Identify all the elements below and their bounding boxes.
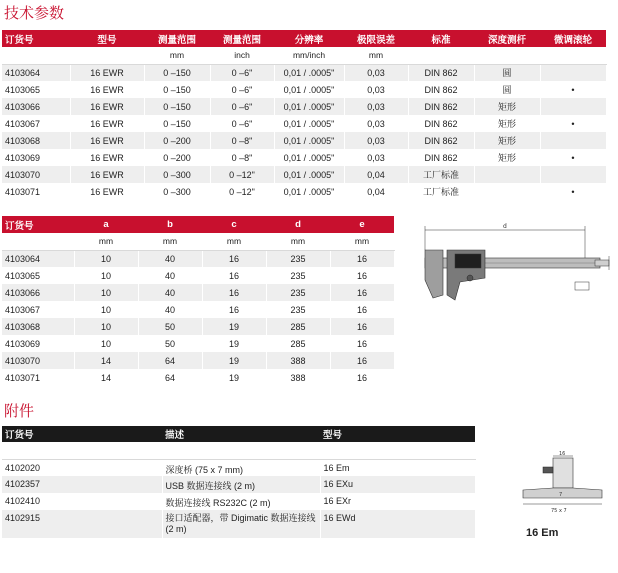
table-cell: 4103069 — [2, 335, 74, 352]
table-cell: 0,01 / .0005" — [274, 149, 344, 166]
table-cell: 285 — [266, 318, 330, 335]
fine-wheel — [467, 275, 473, 281]
table-cell: DIN 862 — [408, 132, 474, 149]
table-cell: 0 –6" — [210, 98, 274, 115]
table-cell: 64 — [138, 369, 202, 386]
table-row — [2, 132, 606, 149]
table-cell: 16 — [330, 369, 394, 386]
table-row — [2, 352, 394, 369]
table-cell — [540, 64, 606, 81]
table-cell: 4103070 — [2, 166, 70, 183]
table-cell: 16 EWR — [70, 132, 144, 149]
table-cell: 16 — [330, 267, 394, 284]
table-cell: 0,01 / .0005" — [274, 98, 344, 115]
table-cell: 0,03 — [344, 115, 408, 132]
unit-cell: mm — [138, 233, 202, 250]
unit-cell — [474, 47, 540, 64]
table-cell: • — [540, 149, 606, 166]
table-cell: 4103064 — [2, 250, 74, 267]
table-cell: 4103066 — [2, 98, 70, 115]
table-cell: 0,01 / .0005" — [274, 132, 344, 149]
table-cell: 4103064 — [2, 64, 70, 81]
spec-table — [2, 30, 607, 200]
table-cell: 矩形 — [474, 132, 540, 149]
table-cell: 50 — [138, 335, 202, 352]
bridge-base — [523, 488, 602, 498]
unit-cell: mm — [74, 233, 138, 250]
bridge-caption: 16 Em — [526, 527, 559, 539]
table-cell: 16 — [330, 352, 394, 369]
table-cell: 16 EXu — [320, 476, 475, 493]
table-cell: 接口适配器，带 Digimatic 数据连接线 (2 m) — [162, 510, 320, 538]
table-row — [2, 98, 606, 115]
table-cell — [540, 98, 606, 115]
col-error-limit: 极限误差 — [344, 30, 408, 47]
table-cell: 4103068 — [2, 318, 74, 335]
table-cell: 10 — [74, 250, 138, 267]
table-cell: • — [540, 81, 606, 98]
table-cell: 0,03 — [344, 132, 408, 149]
table-cell: 矩形 — [474, 115, 540, 132]
table-row — [2, 335, 394, 352]
table-cell: 0 –150 — [144, 64, 210, 81]
table-cell: 235 — [266, 267, 330, 284]
spec-table-header — [2, 30, 606, 47]
col-description: 描述 — [162, 426, 320, 442]
table-cell — [540, 166, 606, 183]
table-cell: 4102410 — [2, 493, 162, 510]
table-cell: 4102915 — [2, 510, 162, 538]
unit-cell: mm — [202, 233, 266, 250]
table-cell: DIN 862 — [408, 81, 474, 98]
table-cell: 0,01 / .0005" — [274, 166, 344, 183]
table-cell: 16 — [330, 318, 394, 335]
col-a: a — [74, 216, 138, 233]
accessories-title: 附件 — [4, 402, 35, 420]
depth-rod — [595, 260, 609, 266]
table-cell: 0 –150 — [144, 115, 210, 132]
specs-title: 技术参数 — [4, 4, 65, 22]
table-cell: 16 — [202, 301, 266, 318]
table-cell: 19 — [202, 352, 266, 369]
table-cell: 0,04 — [344, 166, 408, 183]
table-cell: 0 –150 — [144, 98, 210, 115]
caliper-drawing — [415, 220, 615, 310]
unit-cell: mm — [266, 233, 330, 250]
table-cell: 235 — [266, 301, 330, 318]
table-row — [2, 284, 394, 301]
table-cell: 10 — [74, 267, 138, 284]
col-model: 型号 — [320, 426, 475, 442]
table-cell: 0 –300 — [144, 183, 210, 200]
table-cell: 64 — [138, 352, 202, 369]
table-row — [2, 476, 475, 493]
table-cell: 0 –6" — [210, 64, 274, 81]
table-cell: 0 –200 — [144, 149, 210, 166]
table-row — [2, 493, 475, 510]
table-cell: 16 — [330, 250, 394, 267]
table-cell: 0,01 / .0005" — [274, 81, 344, 98]
table-cell: 16 EWR — [70, 98, 144, 115]
col-order-no: 订货号 — [2, 426, 162, 442]
table-cell: 10 — [74, 318, 138, 335]
unit-cell: inch — [210, 47, 274, 64]
table-cell: 16 — [202, 267, 266, 284]
table-cell: 235 — [266, 250, 330, 267]
col-depth-rod: 深度测杆 — [474, 30, 540, 47]
table-cell: 0 –8" — [210, 149, 274, 166]
table-cell: 4103066 — [2, 284, 74, 301]
table-row — [2, 301, 394, 318]
table-cell: 285 — [266, 335, 330, 352]
table-cell: 0 –6" — [210, 115, 274, 132]
table-cell: 10 — [74, 335, 138, 352]
table-cell: 40 — [138, 250, 202, 267]
table-row — [2, 149, 606, 166]
table-cell — [540, 132, 606, 149]
label-7: 7 — [559, 492, 563, 498]
table-cell: 4103068 — [2, 132, 70, 149]
unit-cell: mm/inch — [274, 47, 344, 64]
table-cell: 16 — [202, 250, 266, 267]
table-cell: 圆 — [474, 64, 540, 81]
table-cell: 388 — [266, 352, 330, 369]
table-cell — [474, 166, 540, 183]
table-cell: 4103065 — [2, 267, 74, 284]
table-row — [2, 510, 475, 538]
table-cell: 16 EWR — [70, 149, 144, 166]
table-cell: 19 — [202, 369, 266, 386]
table-cell: 工厂标准 — [408, 166, 474, 183]
table-cell: 工厂标准 — [408, 183, 474, 200]
table-cell: 14 — [74, 352, 138, 369]
bridge-upright — [553, 458, 573, 488]
dimension-table-header — [2, 216, 394, 233]
table-row — [2, 115, 606, 132]
table-cell: 0 –12" — [210, 183, 274, 200]
table-cell: 16 — [330, 284, 394, 301]
table-cell: 388 — [266, 369, 330, 386]
table-cell: 16 EWR — [70, 115, 144, 132]
col-c: c — [202, 216, 266, 233]
accessories-table-header — [2, 426, 475, 442]
table-cell: 4102357 — [2, 476, 162, 493]
dimension-table — [2, 216, 395, 386]
table-cell: 16 EXr — [320, 493, 475, 510]
table-cell: 0 –200 — [144, 132, 210, 149]
unit-cell — [2, 47, 70, 64]
col-standard: 标准 — [408, 30, 474, 47]
unit-row — [2, 47, 606, 64]
table-cell: 16 EWd — [320, 510, 475, 538]
table-cell: 16 — [330, 335, 394, 352]
table-cell: 16 EWR — [70, 183, 144, 200]
table-cell: • — [540, 183, 606, 200]
table-cell: 16 — [202, 284, 266, 301]
col-e: e — [330, 216, 394, 233]
table-cell: 0 –12" — [210, 166, 274, 183]
table-cell: 40 — [138, 267, 202, 284]
table-row — [2, 183, 606, 200]
table-cell: 50 — [138, 318, 202, 335]
table-cell: 4103071 — [2, 369, 74, 386]
table-cell: 19 — [202, 318, 266, 335]
table-cell: 0,01 / .0005" — [274, 183, 344, 200]
table-cell: 4103067 — [2, 301, 74, 318]
col-d: d — [266, 216, 330, 233]
table-cell: 圆 — [474, 81, 540, 98]
table-row — [2, 369, 394, 386]
table-cell: 0 –300 — [144, 166, 210, 183]
table-cell: 0,01 / .0005" — [274, 115, 344, 132]
table-cell: 矩形 — [474, 98, 540, 115]
label-d: d — [503, 223, 507, 230]
table-cell: DIN 862 — [408, 115, 474, 132]
table-cell: 10 — [74, 301, 138, 318]
table-cell: 40 — [138, 301, 202, 318]
table-cell: 4103071 — [2, 183, 70, 200]
unit-row — [2, 233, 394, 250]
table-row — [2, 318, 394, 335]
table-row — [2, 64, 606, 81]
unit-cell — [408, 47, 474, 64]
table-cell: 0,04 — [344, 183, 408, 200]
col-order-no: 订货号 — [2, 30, 70, 47]
unit-cell — [70, 47, 144, 64]
clamp-screw — [543, 467, 553, 473]
fixed-jaw — [425, 250, 443, 298]
unit-cell: mm — [344, 47, 408, 64]
table-cell: 4103070 — [2, 352, 74, 369]
table-cell: 0,03 — [344, 149, 408, 166]
table-cell: 0 –8" — [210, 132, 274, 149]
table-cell: 16 EWR — [70, 64, 144, 81]
table-cell: 235 — [266, 284, 330, 301]
table-cell: 16 EWR — [70, 81, 144, 98]
table-cell: 0,03 — [344, 81, 408, 98]
col-range-inch: 测量范围 — [210, 30, 274, 47]
table-cell: 矩形 — [474, 149, 540, 166]
table-cell: 0,01 / .0005" — [274, 64, 344, 81]
label-16: 16 — [559, 451, 566, 457]
table-cell: 0 –150 — [144, 81, 210, 98]
accessories-spacer-row — [2, 442, 475, 459]
table-cell: 10 — [74, 284, 138, 301]
col-order-no: 订货号 — [2, 216, 74, 233]
table-cell: DIN 862 — [408, 98, 474, 115]
table-cell: • — [540, 115, 606, 132]
table-cell: 4103067 — [2, 115, 70, 132]
col-resolution: 分辨率 — [274, 30, 344, 47]
table-cell: 16 Em — [320, 459, 475, 476]
unit-cell — [540, 47, 606, 64]
table-cell: DIN 862 — [408, 64, 474, 81]
unit-cell: mm — [330, 233, 394, 250]
table-cell: 14 — [74, 369, 138, 386]
col-model: 型号 — [70, 30, 144, 47]
col-range-mm: 测量范围 — [144, 30, 210, 47]
table-cell: 19 — [202, 335, 266, 352]
table-cell: 40 — [138, 284, 202, 301]
accessories-table — [2, 426, 476, 538]
table-cell: 4103069 — [2, 149, 70, 166]
table-row — [2, 166, 606, 183]
label-75x7: 75 x 7 — [551, 508, 567, 514]
table-cell: 深度桥 (75 x 7 mm) — [162, 459, 320, 476]
table-row — [2, 250, 394, 267]
table-row — [2, 267, 394, 284]
depth-bridge-drawing — [515, 450, 610, 515]
unit-cell: mm — [144, 47, 210, 64]
table-cell: 0,03 — [344, 64, 408, 81]
unit-cell — [2, 233, 74, 250]
table-row — [2, 459, 475, 476]
table-cell: 16 — [330, 301, 394, 318]
table-cell: 0 –6" — [210, 81, 274, 98]
lcd-display — [455, 254, 481, 268]
table-cell: 4103065 — [2, 81, 70, 98]
table-row — [2, 81, 606, 98]
col-b: b — [138, 216, 202, 233]
table-cell: 4102020 — [2, 459, 162, 476]
table-cell: 0,03 — [344, 98, 408, 115]
col-fine-wheel: 微调滚轮 — [540, 30, 606, 47]
table-cell: USB 数据连接线 (2 m) — [162, 476, 320, 493]
table-cell: 数据连接线 RS232C (2 m) — [162, 493, 320, 510]
table-cell: 16 EWR — [70, 166, 144, 183]
table-cell: DIN 862 — [408, 149, 474, 166]
table-cell — [474, 183, 540, 200]
